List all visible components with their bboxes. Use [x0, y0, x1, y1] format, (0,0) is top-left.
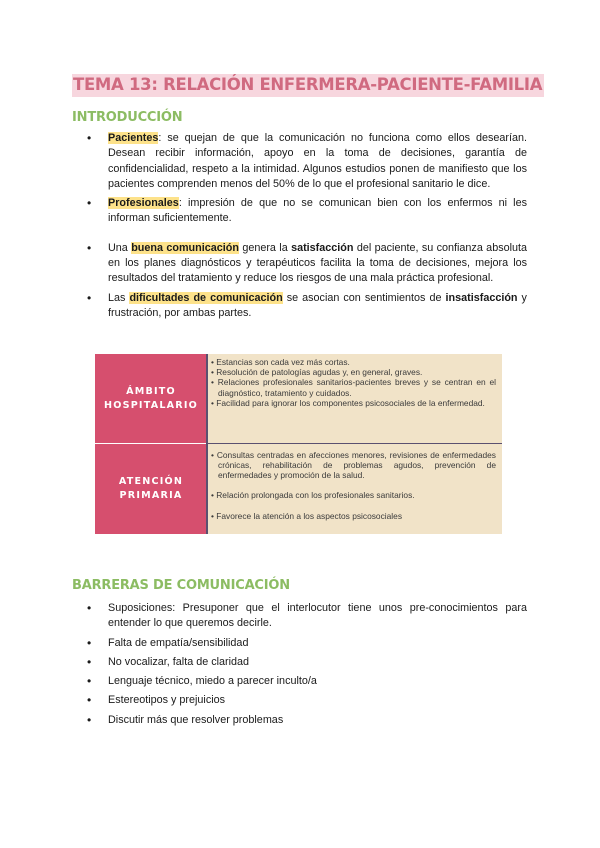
- hospital-label: ÁMBITO HOSPITALARIO: [95, 354, 207, 443]
- barriers-heading: BARRERAS DE COMUNICACIÓN: [72, 578, 290, 593]
- hospital-cell: • Estancias son cada vez más cortas. • Resolución de patologías agudas y, en general, graves. • Relaciones profesionales sanitarios-pacientes breves y se centran en el diagnóstico, tratamiento y cuidados. • Facilidad para ignorar los componentes psicosociales de la enfermedad.: [207, 354, 502, 443]
- intro-heading: INTRODUCCIÓN: [72, 110, 183, 125]
- list-item: • Discutir más que resolver problemas: [72, 713, 527, 728]
- barriers-list: [72, 601, 527, 728]
- list-item: • Una buena comunicación genera la satisfacción del paciente, su confianza absoluta en los planes diagnósticos y terapéuticos facilita la toma de decisiones, mejora los resultados del tratamiento y reduce los riesgos de una mala práctica profesional.: [72, 241, 527, 287]
- list-item: • Las dificultades de comunicación se asocian con sentimientos de insatisfacción y frustración, por ambas partes.: [72, 291, 527, 322]
- list-item: • No vocalizar, falta de claridad: [72, 655, 527, 670]
- primary-care-label: ATENCIÓN PRIMARIA: [95, 444, 207, 534]
- table-divider: [206, 354, 208, 534]
- professionals-label: Profesionales: [108, 197, 179, 210]
- list-item: • Falta de empatía/sensibilidad: [72, 636, 527, 651]
- primary-care-cell: • Consultas centradas en afecciones menores, revisiones de enfermedades crónicas, rehabilitación de problemas agudos, prevención de enfermedades y promoción de la salud. • Relación prolongada con los profesionales sanitarios. • Favorece la atención a los aspectos psicosociales: [207, 444, 502, 534]
- intro-list: [72, 131, 527, 321]
- list-item: • Profesionales: impresión de que no se comunican bien con los enfermos ni les informan suficientemente.: [72, 196, 527, 227]
- list-item: • Estereotipos y prejuicios: [72, 693, 527, 708]
- comparison-table: [95, 354, 502, 534]
- page-title: TEMA 13: RELACIÓN ENFERMERA-PACIENTE-FAMILIA: [72, 74, 544, 97]
- list-item: • Suposiciones: Presuponer que el interlocutor tiene unos pre-conocimientos para entender lo que queremos decirle.: [72, 601, 527, 632]
- list-item: • Pacientes: se quejan de que la comunicación no funciona como ellos desearían. Desean recibir información, apoyo en la toma de decisiones, garantía de confidencialidad, respeto a la intimidad. Algunos estudios ponen de manifiesto que los pacientes comprenden menos del 50% de lo que el profesional sanitario le dice.: [72, 131, 527, 192]
- list-item: • Lenguaje técnico, miedo a parecer inculto/a: [72, 674, 527, 689]
- row-divider: [207, 443, 502, 444]
- patients-label: Pacientes: [108, 132, 159, 144]
